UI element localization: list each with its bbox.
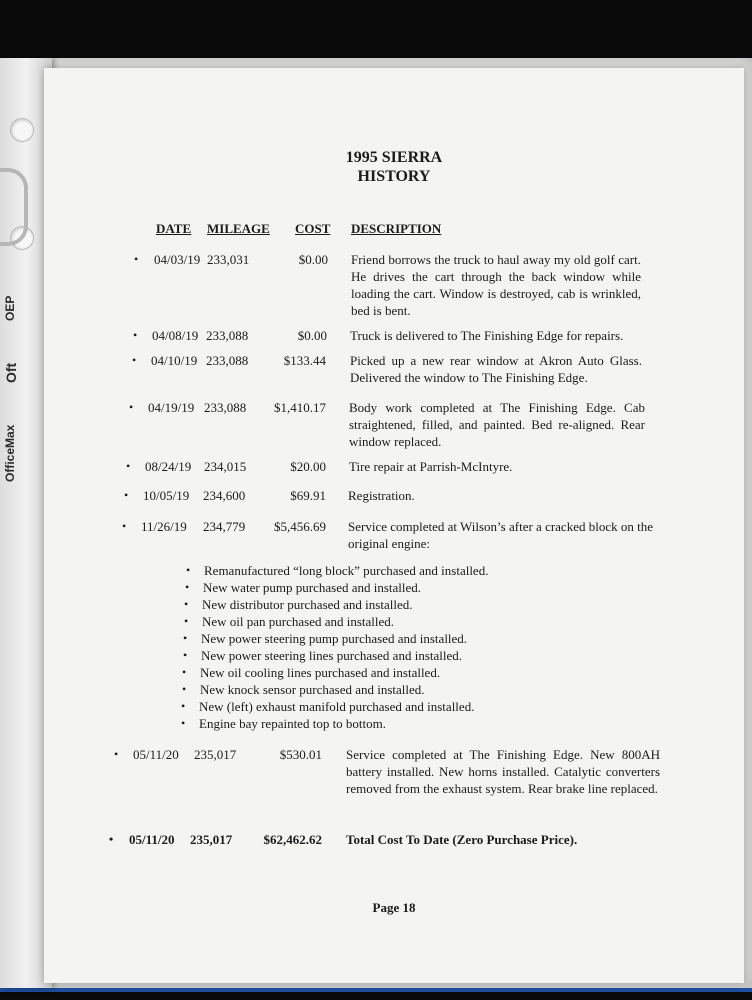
sub-item-text: New power steering pump purchased and installed. xyxy=(201,631,468,646)
entry-description: Service completed at The Finishing Edge. New 800AH battery installed. New horns installed. Catalytic converters removed from the exhaust system. Rear brake line replaced. xyxy=(346,747,660,796)
bullet-mark: • xyxy=(129,400,134,414)
binder-ring xyxy=(0,168,28,246)
entry-cost: $5,456.69 xyxy=(274,519,326,534)
entry-mileage: 234,779 xyxy=(203,519,246,534)
entry-cost: $0.00 xyxy=(298,252,328,267)
bullet-mark: • xyxy=(126,459,131,473)
entry-date: 04/08/19 xyxy=(152,328,199,343)
sub-item-text: New knock sensor purchased and installed. xyxy=(200,682,425,697)
entry-mileage: 233,088 xyxy=(206,353,249,368)
entry-description: Picked up a new rear window at Akron Auto Glass. Delivered the window to The Finishing Edge. xyxy=(350,353,642,385)
entry-date: 04/19/19 xyxy=(148,400,195,415)
sub-list-item xyxy=(181,698,475,715)
sub-list-item xyxy=(186,562,489,579)
entry-cost: $20.00 xyxy=(290,459,326,474)
entry-description: Truck is delivered to The Finishing Edge for repairs. xyxy=(350,328,624,343)
page-number: Page 18 xyxy=(372,900,416,915)
entry-date: 10/05/19 xyxy=(143,488,190,503)
header-description: DESCRIPTION xyxy=(351,221,442,236)
entry-mileage: 233,088 xyxy=(206,328,249,343)
sub-list-item xyxy=(184,613,395,630)
bullet-mark: • xyxy=(132,353,137,367)
sub-item-text: New distributor purchased and installed. xyxy=(202,597,413,612)
sub-item-text: New oil cooling lines purchased and installed. xyxy=(200,665,441,680)
bullet-mark: • xyxy=(114,747,119,761)
document-subtitle: HISTORY xyxy=(357,168,431,185)
entry-cost: $0.00 xyxy=(297,328,327,343)
entry-date: 08/24/19 xyxy=(145,459,192,474)
bullet-mark: • xyxy=(183,648,188,662)
spine-label-oep: OEP xyxy=(3,295,17,321)
sub-list-item xyxy=(181,715,387,732)
sub-list-item xyxy=(182,681,425,698)
sub-item-text: New oil pan purchased and installed. xyxy=(202,614,395,629)
document-page xyxy=(44,68,744,983)
entry-date: 11/26/19 xyxy=(141,519,187,534)
bullet-mark: • xyxy=(133,328,138,342)
entry-mileage: 235,017 xyxy=(194,747,237,762)
sub-item-text: Remanufactured “long block” purchased and installed. xyxy=(204,563,489,578)
bullet-mark: • xyxy=(124,488,129,502)
header-mileage: MILEAGE xyxy=(207,221,270,236)
bullet-mark: • xyxy=(109,832,114,846)
bullet-mark: • xyxy=(122,519,127,533)
sub-item-text: New water pump purchased and installed. xyxy=(203,580,422,595)
total-cost: $62,462.62 xyxy=(263,832,322,847)
entry-description: Registration. xyxy=(348,488,415,503)
entry-description: Tire repair at Parrish-McIntyre. xyxy=(349,459,513,474)
entry-mileage: 234,600 xyxy=(203,488,246,503)
sub-list-item xyxy=(183,647,463,664)
bullet-mark: • xyxy=(186,563,191,577)
header-date: DATE xyxy=(156,221,192,236)
bullet-mark: • xyxy=(184,597,189,611)
bullet-mark: • xyxy=(182,665,187,679)
header-cost: COST xyxy=(295,221,331,236)
entry-date: 05/11/20 xyxy=(133,747,179,762)
sub-item-text: Engine bay repainted top to bottom. xyxy=(199,716,387,731)
spine-label-oft: Oft xyxy=(3,362,19,384)
entry-mileage: 233,088 xyxy=(204,400,247,415)
bullet-mark: • xyxy=(184,614,189,628)
sub-item-text: New (left) exhaust manifold purchased and installed. xyxy=(199,699,475,714)
sub-list-item xyxy=(185,579,422,596)
sub-item-text: New power steering lines purchased and installed. xyxy=(201,648,463,663)
entry-cost: $69.91 xyxy=(290,488,326,503)
total-date: 05/11/20 xyxy=(129,832,175,847)
bullet-mark: • xyxy=(185,580,190,594)
bullet-mark: • xyxy=(182,682,187,696)
document-title: 1995 SIERRA xyxy=(345,149,443,166)
spine-brand-logo: OfficeMax xyxy=(3,424,17,482)
entry-date: 04/03/19 xyxy=(154,252,201,267)
entry-cost: $133.44 xyxy=(283,353,326,368)
entry-mileage: 234,015 xyxy=(204,459,247,474)
sub-list-item xyxy=(184,596,413,613)
total-description: Total Cost To Date (Zero Purchase Price). xyxy=(346,832,578,847)
punch-hole xyxy=(10,118,34,142)
entry-cost: $530.01 xyxy=(279,747,322,762)
bullet-mark: • xyxy=(181,716,186,730)
bullet-mark: • xyxy=(183,631,188,645)
entry-description: Friend borrows the truck to haul away my old golf cart. He drives the cart through the back window while loading the cart. Window is destroyed, cab is wrinkled, bed is bent. xyxy=(351,252,641,318)
entry-date: 04/10/19 xyxy=(151,353,198,368)
sub-list-item xyxy=(182,664,441,681)
sub-list-item xyxy=(183,630,468,647)
bullet-mark: • xyxy=(181,699,186,713)
total-mileage: 235,017 xyxy=(190,832,233,847)
entry-description: Service completed at Wilson’s after a cracked block on the original engine: xyxy=(348,519,653,551)
entry-description: Body work completed at The Finishing Edge. Cab straightened, filled, and painted. Bed re-aligned. Rear window replaced. xyxy=(349,400,645,449)
bullet-mark: • xyxy=(134,252,139,266)
entry-mileage: 233,031 xyxy=(207,252,250,267)
entry-cost: $1,410.17 xyxy=(274,400,326,415)
